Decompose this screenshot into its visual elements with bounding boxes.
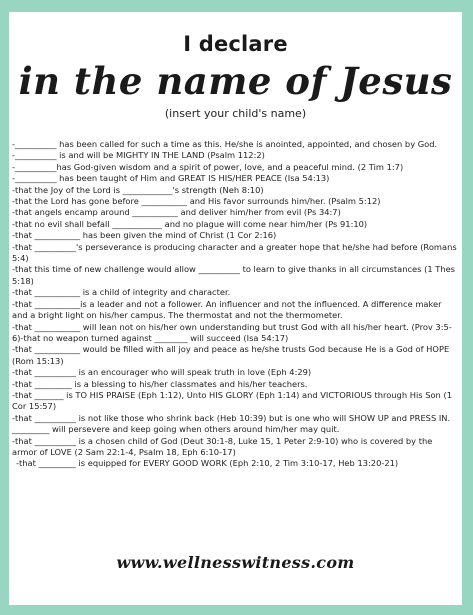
declaration-line: -that ___________is a leader and not a follower. An influencer and not the influenced. A difference maker and a bright light on his/her campus. The thermostat and not the thermometer. [12,298,442,321]
declaration-line: -that ___________ would be filled with all joy and peace as he/she trusts God because He is a God of HOPE (Rom 15:13) [12,344,450,366]
declaration-line: -that ___________ has been given the mind of Christ (1 Cor 2:16) [12,230,277,241]
declaration-line: -that _________ is equipped for EVERY GOOD WORK (Eph 2:10, 2 Tim 3:10-17, Heb 13:20-21) [16,458,399,469]
subtitle-instruction: (insert your child's name) [164,107,307,120]
declaration-line: -that ___________ is a child of integrity and character. [12,287,231,298]
title-in-the-name-of-jesus: in the name of Jesus [18,59,453,103]
declaration-line: -that ___________ will lean not on his/her own understanding but trust God with all his/her heart. (Prov 3:5-6)-that no weapon turned against ________ will succeed (Isa 54:17) [12,321,452,343]
declaration-line: -that __________ is a chosen child of God (Deut 30:1-8, Luke 15, 1 Peter 2:9-10) who is covered by the armor of LOVE (2 Sam 22:1-4, Psalm 18, Eph 6:10-17) [12,435,433,457]
declaration-line: -that __________ is an encourager who will speak truth in love (Eph 4:29) [12,367,312,378]
declaration-line: -that this time of new challenge would allow __________ to learn to give thanks in all circumstances (1 Thes 5:18) [12,264,456,286]
website-footer: www.wellnesswitness.com [116,553,355,572]
declaration-line: -that no evil shall befall ____________ and no plague will come near him/her (Ps 91:10) [12,218,368,229]
declaration-line: -that __________ is not like those who shrink back (Heb 10:39) but is one who will SHOW UP and PRESS IN. _________ will persevere and keep going when others around him/her may quit. [12,412,451,435]
declaration-list [12,139,458,470]
declaration-line: -that __________'s perseverance is producing character and a greater hope that he/she had before (Romans 5:4) [12,241,457,264]
title-i-declare: I declare [183,32,288,56]
declaration-line: -__________ has been called for such a time as this. He/she is anointed, appointed, and chosen by God. [12,139,438,149]
declaration-line: -that the Lord has gone before ___________ and His favor surrounds him/her. (Psalm 5:12) [12,196,381,207]
declaration-line: -that _______ is TO HIS PRAISE (Eph 1:12), Unto HIS GLORY (Eph 1:14) and VICTORIOUS through His Son (1 Cor 15:57) [12,389,452,412]
declaration-line: -that the Joy of the Lord is ____________'s strength (Neh 8:10) [12,184,264,195]
declaration-line: -__________has God-given wisdom and a spirit of power, love, and a peaceful mind. (2 Tim 1:7) [12,161,404,172]
declaration-line: -__________ is and will be MIGHTY IN THE LAND (Psalm 112:2) [12,150,265,161]
declaration-line: -that angels encamp around ___________ and deliver him/her from evil (Ps 34:7) [12,207,341,218]
declaration-line: -that _________ is a blessing to his/her classmates and his/her teachers. [12,378,308,389]
declaration-sheet [9,12,462,605]
declaration-line: -__________ has been taught of Him and GREAT IS HIS/HER PEACE (Isa 54:13) [12,173,330,184]
